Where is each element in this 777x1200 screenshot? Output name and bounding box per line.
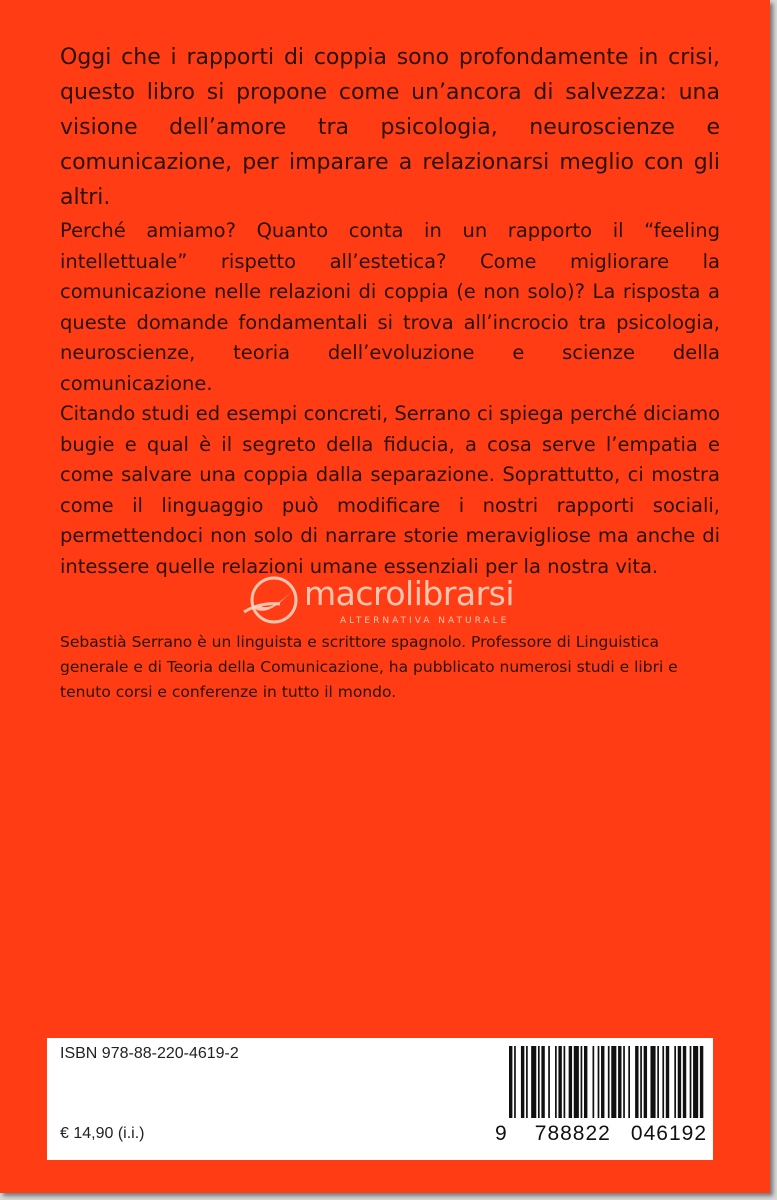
watermark-tagline: ALTERNATIVA NATURALE <box>340 616 510 626</box>
price-label: € 14,90 (i.i.) <box>60 1125 145 1142</box>
isbn-label: ISBN 978-88-220-4619-2 <box>60 1045 239 1062</box>
description-paragraph-2: Citando studi ed esempi concreti, Serrano ci spiega perché diciamo bugie e qual è il segreto della fiducia, a cosa serve l’empatia e come salvare una coppia dalla separazione. Soprattutto, ci mostra come il linguaggio può modificare i nostri rapporti sociali, permettendoci non solo di narrare storie meravigliose ma anche di intessere quelle relazioni umane essenziali per la nostra vita. <box>60 402 720 578</box>
watermark-brand: macrolibrarsi <box>304 574 515 613</box>
author-bio: Sebastià Serrano è un linguista e scrittore spagnolo. Professore di Linguistica generale e di Teoria della Comunicazione, ha pubblicato numerosi studi e libri e tenuto corsi e conferenze in tutto il mondo. <box>60 633 678 701</box>
isbn-price-box <box>47 1038 713 1160</box>
barcode <box>509 1046 705 1118</box>
description-paragraph-1: Perché amiamo? Quanto conta in un rapporto il “feeling intellettuale” rispetto all’estetica? Come migliorare la comunicazione nelle relazioni di coppia (e non solo)? La risposta a queste domande fondamentali si trova all’incrocio tra psicologia, neuroscienze, teoria dell’evoluzione e scienze della comunicazione. <box>60 219 720 395</box>
intro-paragraph: Oggi che i rapporti di coppia sono profondamente in crisi, questo libro si propone come un’ancora di salvezza: una visione dell’amore tra psicologia, neuroscienze e comunicazione, per imparare a relazionarsi meglio con gli altri. <box>60 45 720 210</box>
barcode-number <box>495 1122 707 1146</box>
swoosh-logo-icon <box>240 572 308 632</box>
barcode-digit-first: 9 <box>495 1122 507 1145</box>
description <box>60 216 720 582</box>
barcode-digits-left: 788822 <box>534 1122 611 1145</box>
barcode-digits-right: 046192 <box>630 1122 707 1145</box>
